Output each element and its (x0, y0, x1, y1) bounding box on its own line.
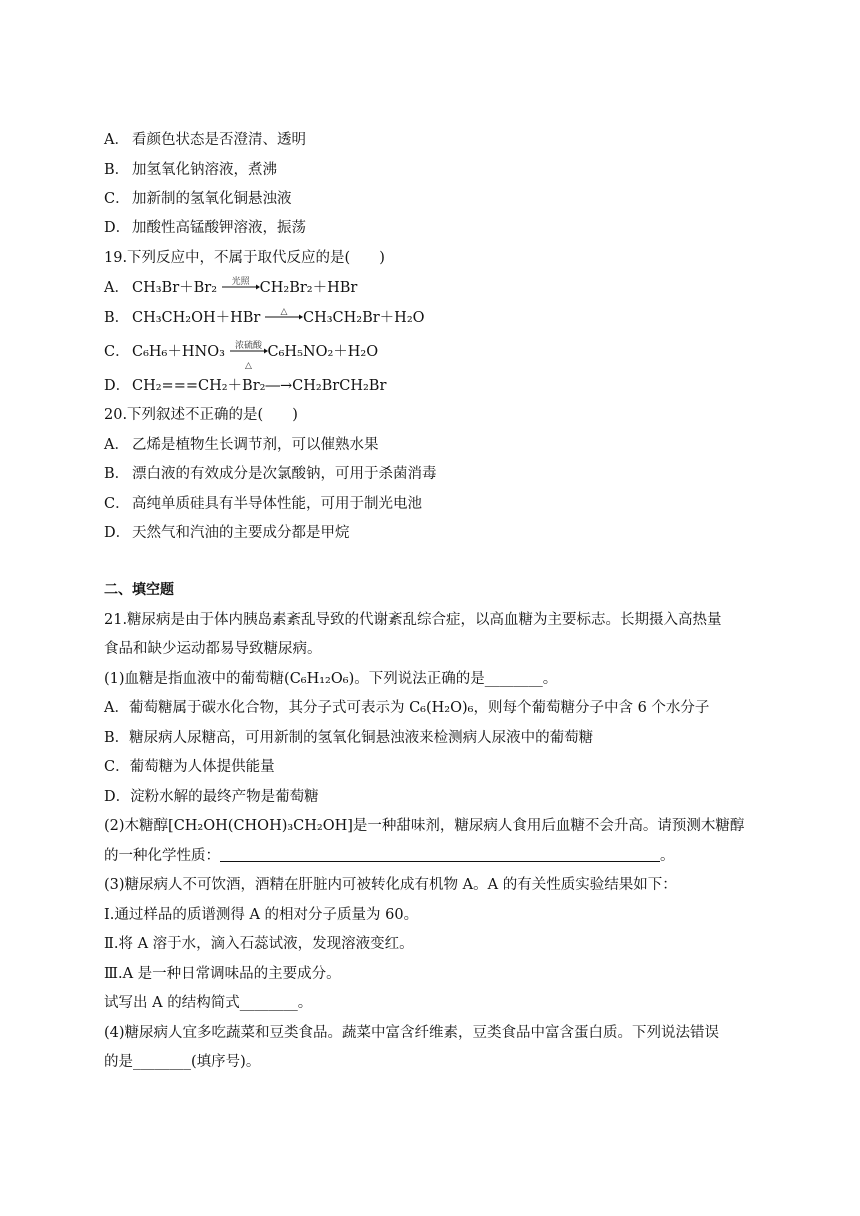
reaction-arrow: △ (265, 308, 303, 328)
q20-stem: 20.下列叙述不正确的是( ) (104, 407, 298, 423)
q21-part4-line2: 的是________(填序号)。 (104, 1054, 261, 1070)
reaction-arrow: 光照 (222, 278, 260, 298)
q21-part3: (3)糖尿病人不可饮酒，酒精在肝脏内可被转化成有机物 A。A 的有关性质实验结果如下： (104, 877, 677, 893)
q21-part3-item2: Ⅱ.将 A 溶于水，滴入石蕊试液，发现溶液变红。 (104, 936, 414, 952)
q19-stem: 19.下列反应中，不属于取代反应的是( ) (104, 250, 385, 266)
q20-option-c: C． 高纯单质硅具有半导体性能，可用于制光电池 (104, 496, 422, 512)
q21-part2-line2: 的一种化学性质： 。 (104, 848, 675, 864)
q18-option-c: C． 加新制的氢氧化铜悬浊液 (104, 191, 292, 207)
q21-part1-option-b: B．糖尿病人尿糖高，可用新制的氢氧化铜悬浊液来检测病人尿液中的葡萄糖 (104, 730, 594, 746)
q19-option-a: A． CH₃Br＋Br₂ 光照 CH₂Br₂＋HBr (104, 277, 358, 296)
q19-option-d: D． CH₂===CH₂＋Br₂―→CH₂BrCH₂Br (104, 378, 387, 394)
q21-part3-item3: Ⅲ.A 是一种日常调味品的主要成分。 (104, 966, 341, 982)
q21-intro-line2: 食品和缺少运动都易导致糖尿病。 (104, 641, 322, 657)
q21-part3-item1: Ⅰ.通过样品的质谱测得 A 的相对分子质量为 60。 (104, 907, 419, 923)
q20-option-b: B． 漂白液的有效成分是次氯酸钠，可用于杀菌消毒 (104, 466, 437, 482)
q21-part4-line1: (4)糖尿病人宜多吃蔬菜和豆类食品。蔬菜中富含纤维素，豆类食品中富含蛋白质。下列说法错误 (104, 1025, 720, 1041)
q21-part2-line1: (2)木糖醇[CH₂OH(CHOH)₃CH₂OH]是一种甜味剂，糖尿病人食用后血糖不会升高。请预测木糖醇 (104, 818, 745, 834)
q19-option-b: B． CH₃CH₂OH＋HBr △ CH₃CH₂Br＋H₂O (104, 307, 425, 326)
q21-part1-option-c: C．葡萄糖为人体提供能量 (104, 759, 275, 775)
q18-option-a: A． 看颜色状态是否澄清、透明 (104, 132, 306, 148)
q21-part1-option-a: A．葡萄糖属于碳水化合物，其分子式可表示为 C₆(H₂O)₆，则每个葡萄糖分子中含 6 个水分子 (104, 700, 710, 716)
q21-intro-line1: 21.糖尿病是由于体内胰岛素紊乱导致的代谢紊乱综合症，以高血糖为主要标志。长期摄入高热量 (104, 612, 722, 628)
reaction-arrow: 浓硫酸 △ (230, 342, 268, 362)
section-heading: 二、填空题 (104, 582, 174, 598)
q18-option-b: B． 加氢氧化钠溶液，煮沸 (104, 162, 277, 178)
q18-option-d: D． 加酸性高锰酸钾溶液，振荡 (104, 220, 306, 236)
q21-part3-ask: 试写出 A 的结构简式________。 (104, 995, 313, 1011)
q19-option-c: C． C₆H₆＋HNO₃ 浓硫酸 △ C₆H₅NO₂＋H₂O (104, 341, 379, 371)
q21-part1-option-d: D．淀粉水解的最终产物是葡萄糖 (104, 789, 319, 805)
q21-part1: (1)血糖是指血液中的葡萄糖(C₆H₁₂O₆)。下列说法正确的是________。 (104, 671, 558, 687)
q20-option-d: D． 天然气和汽油的主要成分都是甲烷 (104, 525, 350, 541)
q20-option-a: A． 乙烯是植物生长调节剂，可以催熟水果 (104, 437, 379, 453)
answer-blank[interactable] (220, 847, 660, 862)
